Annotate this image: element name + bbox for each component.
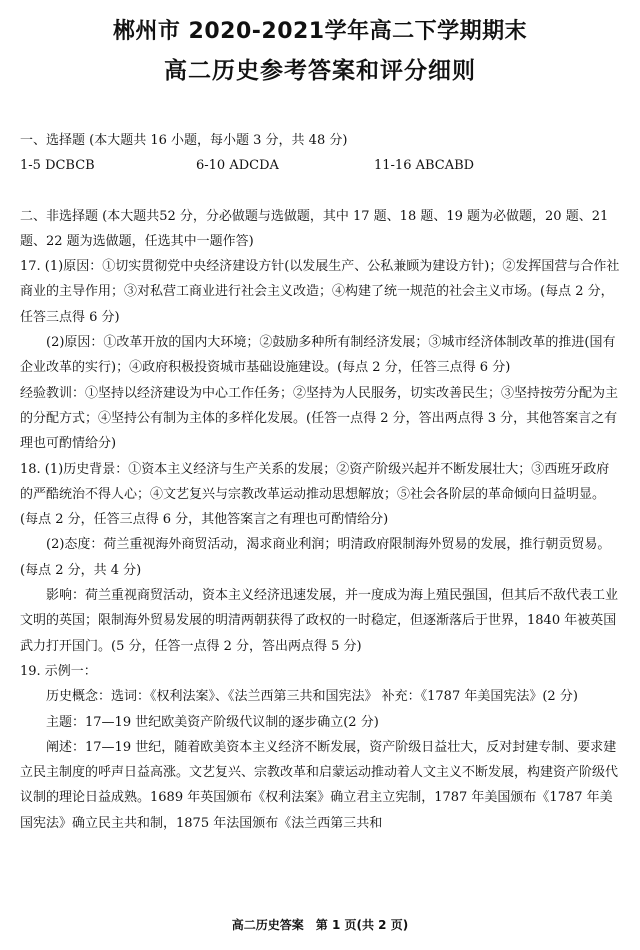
q17-part1: 17. (1)原因：①切实贯彻党中央经济建设方针(以发展生产、公私兼顾为建设方针)；②发挥国营与合作社商业的主导作用；③对私营工商业进行社会主义改造；④构建了统一规范的社会主义市场。(每点 2 分，任答三点得 6 分) [20,259,620,325]
q18-impact: 影响：荷兰重视商贸活动，资本主义经济迅速发展，并一度成为海上殖民强国，但其后不敌代表工业文明的英国；限制海外贸易发展的明清两朝获得了政权的一时稳定，但逐渐落后于世界，1840 年被英国武力打开国门。(5 分，任答一点得 2 分，答出两点得 5 分) [20,588,619,654]
document-title: 郴州市 2020-2021学年高二下学期期末 [112,19,528,44]
mcq-answers [20,153,622,178]
mcq-group-6-10: 6-10 ADCDA [196,158,279,174]
q17-part2: (2)原因：①改革开放的国内大环境；②鼓励多种所有制经济发展；③城市经济体制改革的推进(国有企业改革的实行)；④政府积极投资城市基础设施建设。(每点 2 分，任答三点得 6 分) [20,335,616,376]
document-subtitle: 高二历史参考答案和评分细则 [164,58,476,84]
q19-concept: 历史概念：选词：《权利法案》、《法兰西第三共和国宪法》 补充：《1787 年美国宪法》(2 分) [46,689,578,705]
section2-heading: 二、非选择题 (本大题共52 分，分必做题与选做题，其中 17 题、18 题、19 题为必做题，20 题、21 题、22 题为选做题，任选其中一题作答) [20,208,609,249]
document-body [20,128,622,836]
mcq-group-11-16: 11-16 ABCABD [374,158,475,174]
mcq-group-1-5: 1-5 DCBCB [20,158,95,174]
section1-heading: 一、选择题 (本大题共 16 小题，每小题 3 分，共 48 分) [20,133,348,148]
q17-lessons: 经验教训：①坚持以经济建设为中心工作任务；②坚持为人民服务，切实改善民生；③坚持按劳分配为主的分配方式；④坚持公有制为主体的多样化发展。(任答一点得 2 分，答出两点得 3 分，其他答案言之有理也可酌情给分) [20,385,619,452]
q19-theme: 主题：17—19 世纪欧美资产阶级代议制的逐步确立(2 分) [46,714,379,730]
q18-part1: 18. (1)历史背景：①资本主义经济与生产关系的发展；②资产阶级兴起并不断发展壮大；③西班牙政府的严酷统治不得人心；④文艺复兴与宗教改革运动推动思想解放；⑤社会各阶层的革命倾向日益明显。(每点 2 分，任答三点得 6 分，其他答案言之有理也可酌情给分) [20,461,610,528]
page-footer: 高二历史答案 第 1 页(共 2 页) [231,918,409,932]
q18-part2: (2)态度：荷兰重视海外商贸活动，渴求商业利润；明清政府限制海外贸易的发展，推行朝贡贸易。(每点 2 分，共 4 分) [20,537,611,578]
q19-description: 阐述：17—19 世纪，随着欧美资本主义经济不断发展，资产阶级日益壮大，反对封建专制、要求建立民主制度的呼声日益高涨。文艺复兴、宗教改革和启蒙运动推动着人文主义不断发展，构建资产阶级代议制的理论日益成熟。1689 年英国颁布《权利法案》确立君主立宪制，1787 年美国颁布《1787 年美国宪法》确立民主共和制，1875 年法国颁布《法兰西第三共和 [20,739,619,831]
q19-heading: 19. 示例一： [20,663,97,679]
